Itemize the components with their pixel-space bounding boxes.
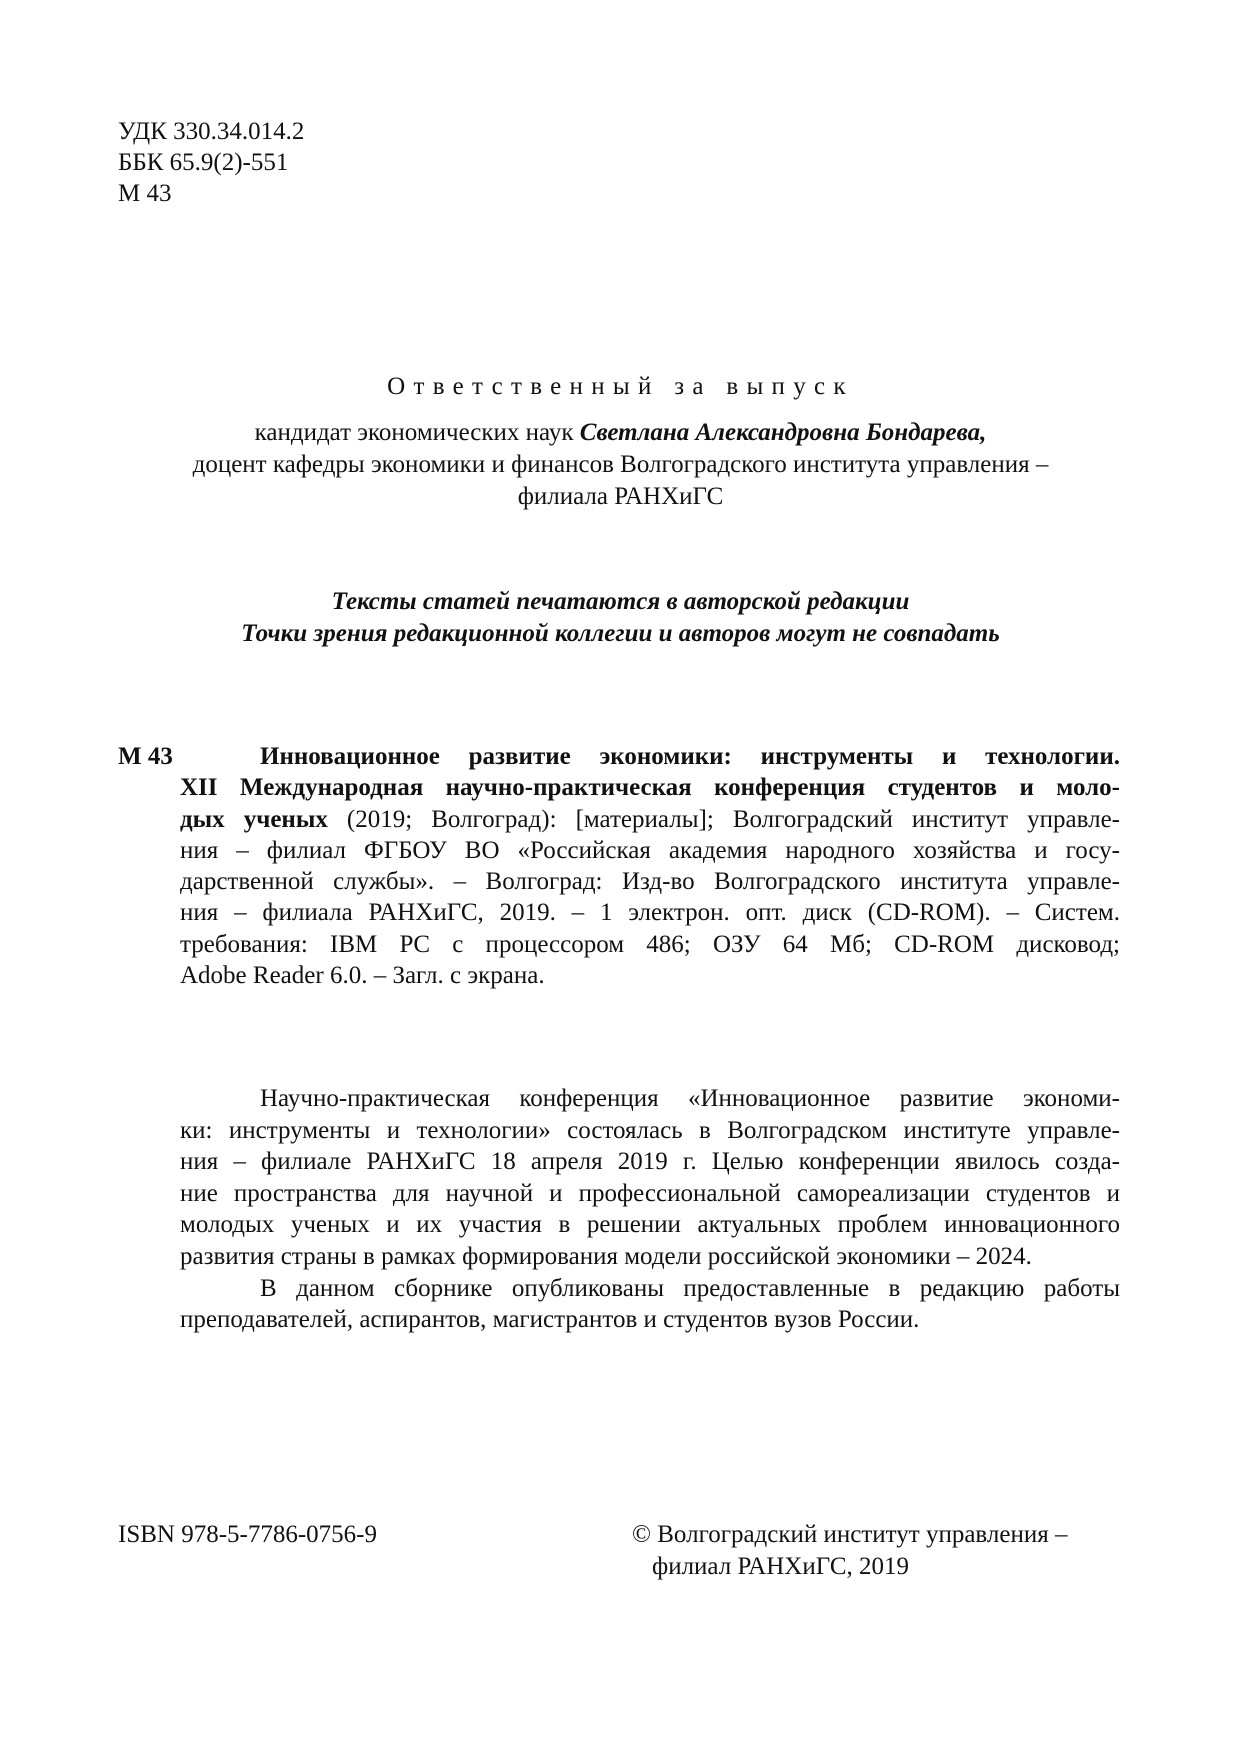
entry-title-line-2: XII Международная научно-практическая конференция студентов и моло-: [180, 774, 1120, 802]
copyright-line-1: © Волгоградский институт управления –: [632, 1521, 1068, 1548]
description-line-2: ки: инструменты и технологии» состоялась в Волгоградском институте управле-: [180, 1116, 1120, 1144]
isbn: ISBN 978-5-7786-0756-9: [118, 1521, 378, 1548]
editor-name: Светлана Александровна Бондарева,: [579, 419, 987, 446]
description-line-3: ния – филиале РАНХиГС 18 апреля 2019 г. Целью конференции явилось созда-: [180, 1148, 1120, 1176]
description-line-7: В данном сборнике опубликованы предоставленные в редакцию работы: [260, 1274, 1120, 1302]
entry-line-3: [180, 805, 1120, 836]
description-line-5: молодых ученых и их участия в решении актуальных проблем инновационного: [180, 1211, 1120, 1239]
copyright-line-2: филиал РАНХиГС, 2019: [652, 1553, 910, 1580]
note-opinions: Точки зрения редакционной коллегии и авторов могут не совпадать: [241, 620, 1000, 647]
bibliographic-entry: [180, 742, 1120, 992]
editorial-notes: [0, 587, 1241, 651]
description-line-8: преподавателей, аспирантов, магистрантов и студентов вузов России.: [180, 1306, 920, 1334]
editor-position: доцент кафедры экономики и финансов Волгоградского института управления –: [192, 451, 1049, 478]
entry-title-line-1: Инновационное развитие экономики: инструменты и технологии.: [260, 743, 1120, 770]
editor-line-1: [0, 418, 1241, 450]
author-mark: М 43: [118, 180, 172, 207]
copyright: [632, 1520, 1067, 1584]
classification-codes: [118, 117, 304, 210]
entry-line-4: ния – филиал ФГБОУ ВО «Российская академия народного хозяйства и госу-: [180, 836, 1120, 864]
description: [180, 1084, 1120, 1337]
description-line-4: ние пространства для научной и профессиональной самореализации студентов и: [180, 1179, 1120, 1207]
description-line-1: Научно-практическая конференция «Инновационное развитие экономи-: [260, 1085, 1120, 1112]
responsible-editor: [0, 418, 1241, 514]
description-line-6: развития страны в рамках формирования модели российской экономики – 2024.: [180, 1242, 1032, 1270]
entry-code: М 43: [118, 743, 173, 770]
bbk-code: ББК 65.9(2)-551: [118, 149, 289, 176]
entry-line-6: ния – филиала РАНХиГС, 2019. – 1 электрон. опт. диск (CD-ROM). – Систем.: [180, 899, 1120, 927]
udk-code: УДК 330.34.014.2: [118, 118, 305, 145]
entry-title-end: дых ученых: [180, 805, 328, 833]
entry-line-3-rest: (2019; Волгоград): [материалы]; Волгоградский институт управле-: [327, 805, 1120, 833]
editor-degree: кандидат экономических наук: [254, 419, 574, 446]
editor-affiliation: филиала РАНХиГС: [517, 483, 724, 510]
note-author-edition: Тексты статей печатаются в авторской редакции: [331, 588, 910, 615]
entry-line-5: дарственной службы». – Волгоград: Изд-во Волгоградского института управле-: [180, 868, 1120, 896]
entry-line-8: Adobe Reader 6.0. – Загл. с экрана.: [180, 962, 545, 990]
responsible-heading: Ответственный за выпуск: [387, 373, 854, 400]
entry-line-7: требования: IBM PC с процессором 486; ОЗУ 64 Мб; CD-ROM дисковод;: [180, 930, 1120, 958]
